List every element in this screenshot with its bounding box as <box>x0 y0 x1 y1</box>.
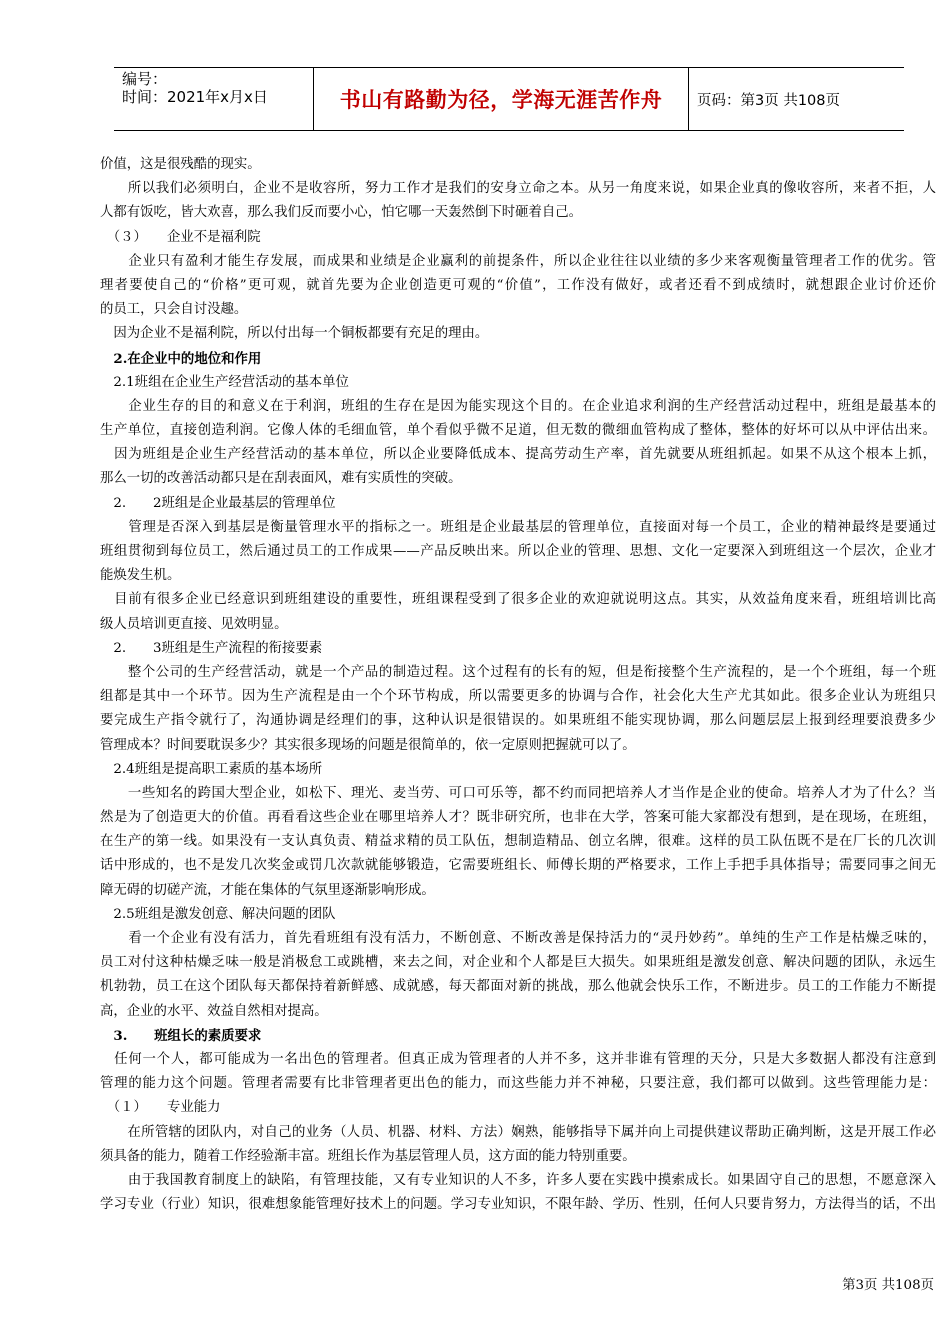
text-line: 员工对付这种枯燥乏味一般是消极怠工或跳槽，来去之间，对企业和个人都是巨大损失。如果班组是激发创意、解决问题的团队，永远生 <box>100 955 936 971</box>
text-line: 组都是其中一个环节。因为生产流程是由一个个环节构成，所以需要更多的协调与合作，社会化大生产尤其如此。很多企业认为班组只 <box>100 689 936 705</box>
header-table <box>114 67 904 131</box>
text-line: 由于我国教育制度上的缺陷，有管理技能，又有专业知识的人不多，许多人要在实践中摸索成长。如果固守自己的思想，不愿意深入 <box>100 1172 936 1188</box>
section-heading: （１） 专业能力 <box>100 1100 221 1116</box>
section-heading: 2.在企业中的地位和作用 <box>100 350 262 367</box>
text-line: 那么一切的改善活动都只是在刮表面风，难有实质性的突破。 <box>100 471 462 487</box>
text-line: 的员工，只会自讨没趣。 <box>100 302 248 318</box>
time-label: 时间：2021年x月x日 <box>122 88 268 106</box>
text-line: 能焕发生机。 <box>100 568 181 584</box>
text-line: 看一个企业有没有活力，首先看班组有没有活力，不断创意、不断改善是保持活力的“灵丹妙药”。单纯的生产工作是枯燥乏味的， <box>100 931 936 946</box>
text-line: 须具备的能力，随着工作经验渐丰富。班组长作为基层管理人员，这方面的能力特别重要。 <box>100 1148 636 1164</box>
text-line: 话中形成的，也不是发几次奖金或罚几次款就能够锻造，它需要班组长、师傅长期的严格要求，工作上手把手具体指导；需要同事之间无 <box>100 858 936 874</box>
text-line: 在生产的第一线。如果没有一支认真负责、精益求精的员工队伍，想制造精品、创立名牌，很难。这样的员工队伍既不是在厂长的几次训 <box>100 834 936 850</box>
section-heading: 2. 3班组是生产流程的衔接要素 <box>100 640 323 656</box>
text-line: 整个公司的生产经营活动，就是一个产品的制造过程。这个过程有的长有的短，但是衔接整个生产流程的，是一个个班组，每一个班 <box>100 664 936 680</box>
text-line: 管理是否深入到基层是衡量管理水平的指标之一。班组是企业最基层的管理单位，直接面对每一个员工，企业的精神最终是要通过 <box>100 519 936 535</box>
section-heading: 2. 2班组是企业最基层的管理单位 <box>100 495 336 511</box>
text-line: 要完成生产指令就行了，沟通协调是经理们的事，这种认识是很错误的。如果班组不能实现协调，那么问题层层上报到经理要浪费多少 <box>100 713 936 729</box>
text-line: 任何一个人，都可能成为一名出色的管理者。但真正成为管理者的人并不多，这并非谁有管理的天分，只是大多数据人都没有注意到 <box>100 1051 936 1067</box>
text-line: 障无碍的切磋产流，才能在集体的气氛里逐渐影响形成。 <box>100 882 435 898</box>
text-line: 理者要使自己的“价格”更可观，就首先要为企业创造更可观的“价值”，工作没有做好，或者还看不到成绩时，就想跟企业讨价还价 <box>100 277 936 293</box>
text-line: 在所管辖的团队内，对自己的业务（人员、机器、材料、方法）娴熟，能够指导下属并向上司提供建议帮助正确判断，这是开展工作必 <box>100 1124 936 1140</box>
document-body <box>100 153 936 1217</box>
section-heading: 2.1班组在企业生产经营活动的基本单位 <box>100 374 349 390</box>
text-line: 班组贯彻到每位员工，然后通过员工的工作成果——产品反映出来。所以企业的管理、思想、文化一定要深入到班组这一个层次，企业才 <box>100 544 936 559</box>
section-heading: 2.5班组是激发创意、解决问题的团队 <box>100 906 336 922</box>
text-line: 因为企业不是福利院，所以付出每一个铜板都要有充足的理由。 <box>100 326 489 342</box>
text-line: 然是为了创造更大的价值。再看看这些企业在哪里培养人才？既非研究所，也非在大学，答案可能大家都没有想到，是在现场，在班组， <box>100 810 936 826</box>
text-line: 级人员培训更直接、见效明显。 <box>100 616 288 632</box>
text-line: 所以我们必须明白，企业不是收容所，努力工作才是我们的安身立命之本。从另一角度来说，如果企业真的像收容所，来者不拒，人 <box>100 181 936 197</box>
motto: 书山有路勤为径，学海无涯苦作舟 <box>314 68 689 130</box>
text-line: 机勃勃，员工在这个团队每天都保持着新鲜感、成就感，每天都面对新的挑战，那么他就会快乐工作，不断进步。员工的工作能力不断提 <box>100 979 936 995</box>
page-footer: 第3页 共108页 <box>842 1278 934 1293</box>
text-line: 人都有饭吃，皆大欢喜，那么我们反而要小心，怕它哪一天轰然倒下时砸着自己。 <box>100 205 583 221</box>
text-line: 价值，这是很残酷的现实。 <box>100 157 261 172</box>
page-info: 页码：第3页 共108页 <box>697 92 841 109</box>
section-heading: 2.4班组是提高职工素质的基本场所 <box>100 761 323 777</box>
text-line: 学习专业（行业）知识，很难想象能管理好技术上的问题。学习专业知识，不限年龄、学历、性别，任何人只要肯努力，方法得当的话，不出 <box>100 1197 936 1213</box>
text-line: 因为班组是企业生产经营活动的基本单位，所以企业要降低成本、提高劳动生产率，首先就要从班组抓起。如果不从这个根本上抓， <box>100 447 936 463</box>
header-left-cell <box>114 68 314 130</box>
text-line: 目前有很多企业已经意识到班组建设的重要性，班组课程受到了很多企业的欢迎就说明这点。其实，从效益角度来看，班组培训比高 <box>100 592 936 608</box>
text-line: 高，企业的水平、效益自然相对提高。 <box>100 1003 328 1019</box>
text-line: 生产单位，直接创造利润。它像人体的毛细血管，单个看似乎微不足道，但无数的微细血管构成了整体，整体的好坏可以从中评估出来。 <box>100 423 936 439</box>
text-line: 企业生存的目的和意义在于利润，班组的生存在是因为能实现这个目的。在企业追求利润的生产经营活动过程中，班组是最基本的 <box>100 398 936 414</box>
section-heading: （３） 企业不是福利院 <box>100 229 261 245</box>
text-line: 管理成本？时间要耽误多少？其实很多现场的问题是很简单的，依一定原则把握就可以了。 <box>100 737 636 753</box>
text-line: 一些知名的跨国大型企业，如松下、理光、麦当劳、可口可乐等，都不约而同把培养人才当作是企业的使命。培养人才为了什么？当 <box>100 785 936 801</box>
section-heading: 3. 班组长的素质要求 <box>100 1027 262 1044</box>
text-line: 管理的能力这个问题。管理者需要有比非管理者更出色的能力，而这些能力并不神秘，只要注意，我们都可以做到。这些管理能力是： <box>100 1076 936 1092</box>
text-line: 企业只有盈利才能生存发展，而成果和业绩是企业赢利的前提条件，所以企业往往以业绩的多少来客观衡量管理者工作的优劣。管 <box>100 253 936 269</box>
number-label: 编号： <box>122 70 168 88</box>
